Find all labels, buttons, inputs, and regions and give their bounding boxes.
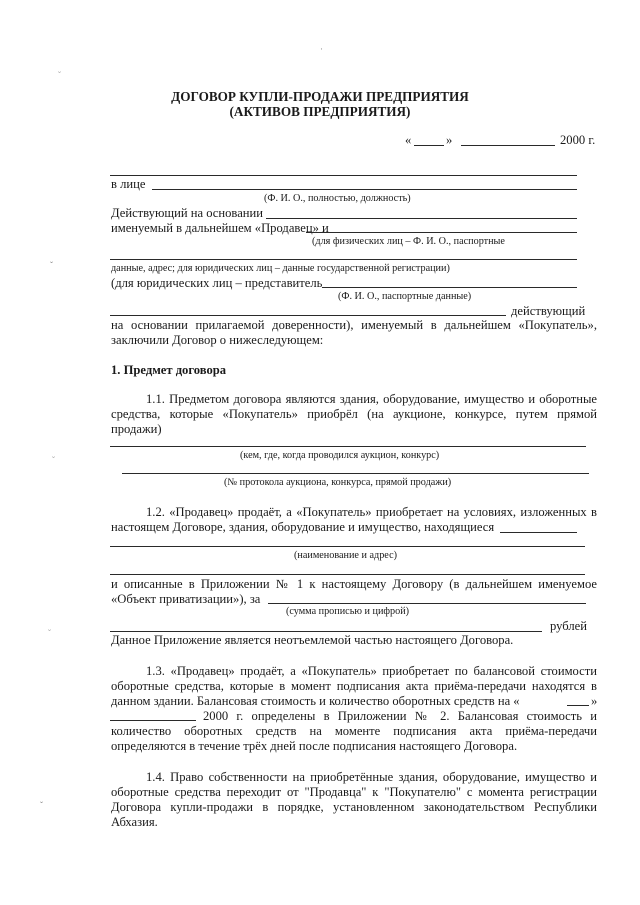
- name-address-caption: (наименование и адрес): [294, 550, 397, 561]
- acting-right-label: действующий: [511, 304, 586, 318]
- clause-1-1-line-1: 1.1. Предметом договора являются здания, оборудование, имущество и оборотные: [146, 392, 597, 406]
- clause-1-3-line-1: 1.3. «Продавец» продаёт, а «Покупатель» приобретает по балансовой стоимости: [146, 664, 597, 678]
- clause-1-2-line-1: 1.2. «Продавец» продаёт, а «Покупатель» приобретает на условиях, изложенных в: [146, 505, 597, 519]
- clause-1-3-line-5: количество оборотных средств на моменте подписания акта приёма-передачи: [111, 724, 597, 738]
- clause-1-4-line-3: Договора купли-продажи в порядке, установленном законодательством Республики: [111, 800, 597, 814]
- clause-1-4-line-4: Абхазия.: [111, 815, 158, 829]
- scan-speck: ˇ: [40, 800, 43, 810]
- rubles-label: рублей: [550, 619, 587, 633]
- clause-1-3-line-4: 2000 г. определены в Приложении № 2. Балансовая стоимость и: [203, 709, 597, 723]
- sum-caption: (сумма прописью и цифрой): [286, 606, 410, 617]
- clause-1-3-close-quote: »: [591, 694, 598, 708]
- balance-month-blank[interactable]: [110, 720, 196, 721]
- document-title: ДОГОВОР КУПЛИ-ПРОДАЖИ ПРЕДПРИЯТИЯ: [171, 89, 469, 104]
- clause-1-3-line-3: данном здании. Балансовая стоимость и количество оборотных средств на «: [111, 694, 520, 708]
- seller-named-label: именуемый в дальнейшем «Продавец» и: [111, 221, 329, 235]
- date-month-blank[interactable]: [461, 145, 555, 146]
- auction-details-blank[interactable]: [110, 446, 586, 447]
- clause-1-2-line-3: и описанные в Приложении № 1 к настоящему Договору (в дальнейшем именуемое: [111, 577, 597, 591]
- date-close-quote: »: [446, 133, 453, 147]
- legal-rep-label: (для юридических лиц – представитель: [111, 276, 323, 290]
- price-blank-1[interactable]: [268, 603, 586, 604]
- balance-day-blank[interactable]: [567, 705, 589, 706]
- scan-speck: ˘: [48, 628, 51, 638]
- price-blank-2[interactable]: [110, 631, 542, 632]
- clause-1-2-line-5: Данное Приложение является неотъемлемой частью настоящего Договора.: [111, 633, 514, 647]
- scan-speck: ˇ: [50, 260, 53, 270]
- rep-details-blank[interactable]: [110, 315, 506, 316]
- clause-1-3-line-6: определяются в течение трёх дней после подписания настоящего Договора.: [111, 739, 518, 753]
- clause-1-1-line-2: средства, которые «Покупатель» приобрёл (на аукционе, конкурсе, путем прямой: [111, 407, 597, 421]
- location-blank-2[interactable]: [110, 546, 585, 547]
- clause-1-3-line-2: оборотные средства, которые в момент подписания акта приёма-передачи находятся в: [111, 679, 597, 693]
- clause-1-4-line-2: оборотные средства переходит от "Продавца" к "Покупателю" с момента регистрации: [111, 785, 597, 799]
- clause-1-2-line-2: настоящем Договоре, здания, оборудование и имущество, находящиеся: [111, 520, 495, 534]
- document-subtitle: (АКТИВОВ ПРЕДПРИЯТИЯ): [229, 104, 411, 119]
- location-blank-3[interactable]: [110, 574, 585, 575]
- acting-basis-blank[interactable]: [266, 218, 577, 219]
- date-year: 2000 г.: [560, 133, 596, 147]
- clause-1-1-line-3: продажи): [111, 422, 162, 436]
- acting-basis-label: Действующий на основании: [111, 206, 264, 220]
- buyer-name-blank[interactable]: [306, 232, 577, 233]
- date-day-blank[interactable]: [414, 145, 444, 146]
- buyer-details-blank[interactable]: [110, 259, 577, 260]
- in-person-caption: (Ф. И. О., полностью, должность): [264, 193, 411, 204]
- in-person-label: в лице: [111, 177, 146, 191]
- clause-1-2-line-4: «Объект приватизации»), за: [111, 592, 261, 606]
- fio-passport-caption: (Ф. И. О., паспортные данные): [338, 291, 472, 302]
- section-1-heading: 1. Предмет договора: [111, 363, 227, 377]
- scan-speck: ·: [320, 44, 323, 54]
- seller-name-blank[interactable]: [110, 175, 577, 176]
- attorney-line: на основании прилагаемой доверенности), именуемый в дальнейшем «Покупатель»,: [111, 318, 597, 332]
- auction-caption: (кем, где, когда проводился аукцион, конкурс): [240, 450, 440, 461]
- physical-person-caption: (для физических лиц – Ф. И. О., паспортные: [312, 236, 505, 247]
- protocol-number-blank[interactable]: [122, 473, 589, 474]
- protocol-caption: (№ протокола аукциона, конкурса, прямой продажи): [224, 477, 452, 488]
- clause-1-4-line-1: 1.4. Право собственности на приобретённые здания, оборудование, имущество и: [146, 770, 597, 784]
- scan-speck: ˘: [58, 70, 61, 80]
- date-open-quote: «: [405, 133, 412, 147]
- legal-rep-blank[interactable]: [322, 287, 577, 288]
- in-person-blank[interactable]: [152, 189, 577, 190]
- location-blank-1[interactable]: [500, 532, 577, 533]
- concluded-line: заключили Договор о нижеследующем:: [111, 333, 324, 347]
- scan-speck: ˘: [52, 455, 55, 465]
- registration-data-caption: данные, адрес; для юридических лиц – данные государственной регистрации): [111, 263, 450, 274]
